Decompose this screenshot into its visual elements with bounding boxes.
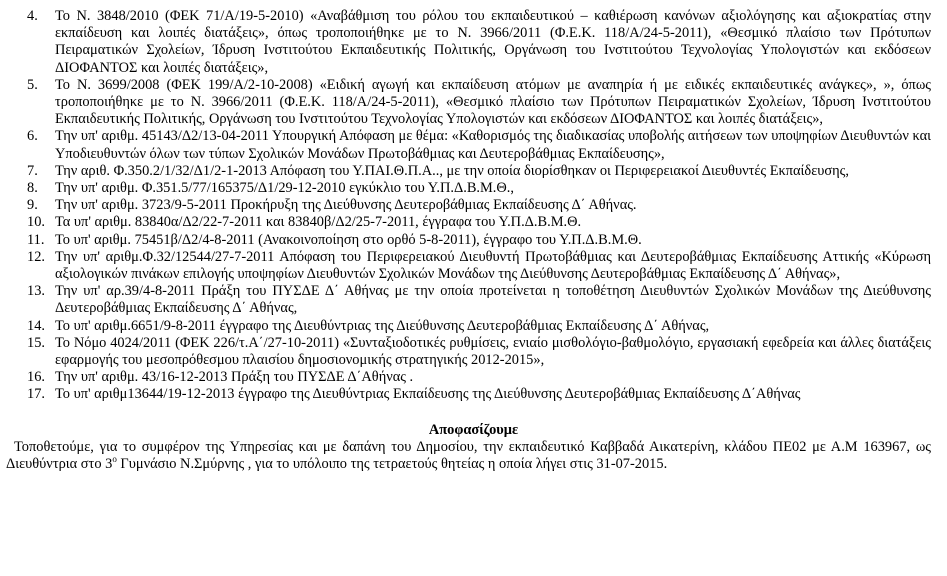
list-item-number: 9.	[27, 197, 38, 214]
list-item-number: 4.	[27, 8, 38, 24]
list-item	[0, 128, 947, 162]
list-item	[0, 163, 947, 180]
list-item-text: Την υπ' αριθμ. 45143/Δ2/13-04-2011 Υπουργική Απόφαση με θέμα: «Καθορισμός της διαδικασίας υποβολής αιτήσεων των υποψηφίων Διευθυντών και Υποδιευθυντών όλων των τύπων Σχολικών Μονάδων Πρωτοβάθμιας και Δευτεροβάθμιας Εκπαίδευσης»,	[55, 128, 931, 162]
list-item-number: 14.	[27, 317, 45, 334]
list-item	[0, 232, 947, 249]
list-item	[0, 197, 947, 214]
list-item-number: 11.	[27, 231, 45, 248]
decision-text-after: Γυμνάσιο Ν.Σμύρνης , για το υπόλοιπο της τετραετούς θητείας η οποία λήγει στις 31-07-2015.	[116, 456, 668, 473]
decision-title: Αποφασίζουμε	[428, 421, 519, 438]
list-item-text: Την υπ' αριθμ. 3723/9-5-2011 Προκήρυξη της Διεύθυνσης Δευτεροβάθμιας Εκπαίδευσης Δ΄ Αθήνας.	[55, 197, 637, 214]
list-item-text: Το Νόμο 4024/2011 (ΦΕΚ 226/τ.Α΄/27-10-2011) «Συνταξιοδοτικές ρυθμίσεις, ενιαίο μισθολόγιο-βαθμολόγιο, εργασιακή εφεδρεία και άλλες διατάξεις εφαρμογής του μεσοπρόθεσμου πλαισίου δημοσιονομικής στρατηγικής 2012-2015»,	[55, 334, 931, 369]
list-item	[0, 369, 947, 386]
list-item-text: Το υπ' αριθμ13644/19-12-2013 έγγραφο της Διευθύντριας Εκπαίδευσης της Διεύθυνσης Δευτεροβάθμιας Εκπαίδευσης Δ΄Αθήνας	[55, 386, 801, 403]
considerations-list	[0, 8, 947, 404]
decision-text-before: Τοποθετούμε, για το συμφέρον της Υπηρεσίας και με δαπάνη του Δημοσίου, την εκπαιδευτικό Καββαδά Αικατερίνη, κλάδου ΠΕ02 με Α.Μ 163967, ως Διευθύντρια στο 3	[6, 438, 931, 473]
list-item-number: 12.	[27, 248, 45, 265]
list-item	[0, 8, 947, 77]
decision-paragraph	[0, 439, 947, 473]
list-item	[0, 335, 947, 369]
list-item-text: Τα υπ' αριθμ. 83840α/Δ2/22-7-2011 και 83840β/Δ2/25-7-2011, έγγραφα του Υ.Π.Δ.Β.Μ.Θ.	[55, 214, 582, 231]
list-item-text: Το υπ' αριθμ.6651/9-8-2011 έγγραφο της Διευθύντριας της Διεύθυνσης Δευτεροβάθμιας Εκπαίδευσης Δ΄ Αθήνας,	[55, 317, 710, 334]
list-item-text: Το Ν. 3699/2008 (ΦΕΚ 199/Α/2-10-2008) «Ειδική αγωγή και εκπαίδευση ατόμων με αναπηρία ή με ειδικές εκπαιδευτικές ανάγκες», », όπως τροποποιήθηκε με το Ν. 3966/2011 (Φ.Ε.Κ. 118/Α/24-5-2011), «Θεσμικό πλαίσιο των Πρότυπων Πειραματικών Σχολείων, Ίδρυση Ινστιτούτου Εκπαιδευτικής Πολιτικής, Οργάνωση του Ινστιτούτου Τεχνολογίας Υπολογιστών και εκδόσεων ΔΙΟΦΑΝΤΟΣ και λοιπές διατάξεις»,	[55, 76, 931, 128]
list-item-text: Την υπ' αρ.39/4-8-2011 Πράξη του ΠΥΣΔΕ Δ΄ Αθήνας με την οποία προτείνεται η τοποθέτηση Διευθυντών Σχολικών Μονάδων της Διεύθυνσης Δευτεροβάθμιας Εκπαίδευσης Δ΄ Αθήνας,	[55, 283, 931, 317]
list-item	[0, 180, 947, 197]
list-item	[0, 283, 947, 317]
list-item-number: 10.	[27, 214, 45, 231]
list-item	[0, 77, 947, 129]
list-item	[0, 386, 947, 403]
list-item-number: 6.	[27, 128, 38, 145]
ordinal-superscript: ο	[112, 454, 117, 465]
list-item	[0, 318, 947, 335]
list-item-text: Το υπ' αριθμ. 75451β/Δ2/4-8-2011 (Ανακοινοποίηση στο ορθό 5-8-2011), έγγραφο του Υ.Π.Δ.Β.Μ.Θ.	[55, 231, 642, 248]
list-item-text: Την υπ' αριθμ. 43/16-12-2013 Πράξη του ΠΥΣΔΕ Δ΄Αθήνας .	[55, 369, 414, 386]
list-item-text: Την αριθ. Φ.350.2/1/32/Δ1/2-1-2013 Απόφαση του Υ.ΠΑΙ.Θ.Π.Α.., με την οποία διορίσθηκαν οι Περιφερειακοί Διευθυντές Εκπαίδευσης,	[55, 162, 849, 179]
list-item-number: 15.	[27, 334, 45, 351]
document-page	[0, 8, 947, 473]
list-item-number: 17.	[27, 386, 45, 403]
list-item	[0, 214, 947, 231]
list-item	[0, 249, 947, 283]
list-item-number: 5.	[27, 76, 38, 93]
list-item-number: 16.	[27, 369, 45, 386]
list-item-text: Την υπ' αριθμ.Φ.32/12544/27-7-2011 Απόφαση του Περιφερειακού Διευθυντή Πρωτοβάθμιας και Δευτεροβάθμιας Εκπαίδευσης Αττικής «Κύρωση αξιολογικών πινάκων επιλογής υποψηφίων Διευθυντών Σχολικών Μονάδων της Διεύθυνσης Δευτεροβάθμιας Εκπαίδευσης Δ΄ Αθήνας»,	[55, 248, 931, 283]
list-item-text: Την υπ' αριθμ. Φ.351.5/77/165375/Δ1/29-12-2010 εγκύκλιο του Υ.Π.Δ.Β.Μ.Θ.,	[55, 180, 514, 197]
list-item-number: 7.	[27, 162, 38, 179]
list-item-number: 13.	[27, 283, 45, 300]
list-item-text: Το Ν. 3848/2010 (ΦΕΚ 71/Α/19-5-2010) «Αναβάθμιση του ρόλου του εκπαιδευτικού – καθιέρωση κανόνων αξιολόγησης και αξιοκρατίας στην εκπαίδευση και λοιπές διατάξεις», όπως τροποποιήθηκε με το Ν. 3966/2011 (Φ.Ε.Κ. 118/Α/24-5-2011), «Θεσμικό πλαίσιο των Πρότυπων Πειραματικών Σχολείων, Ίδρυση Ινστιτούτου Εκπαιδευτικής Πολιτικής, Οργάνωση του Ινστιτούτου Τεχνολογίας Υπολογιστών και εκδόσεων ΔΙΟΦΑΝΤΟΣ και λοιπές διατάξεις»,	[55, 8, 931, 76]
list-item-number: 8.	[27, 180, 38, 197]
